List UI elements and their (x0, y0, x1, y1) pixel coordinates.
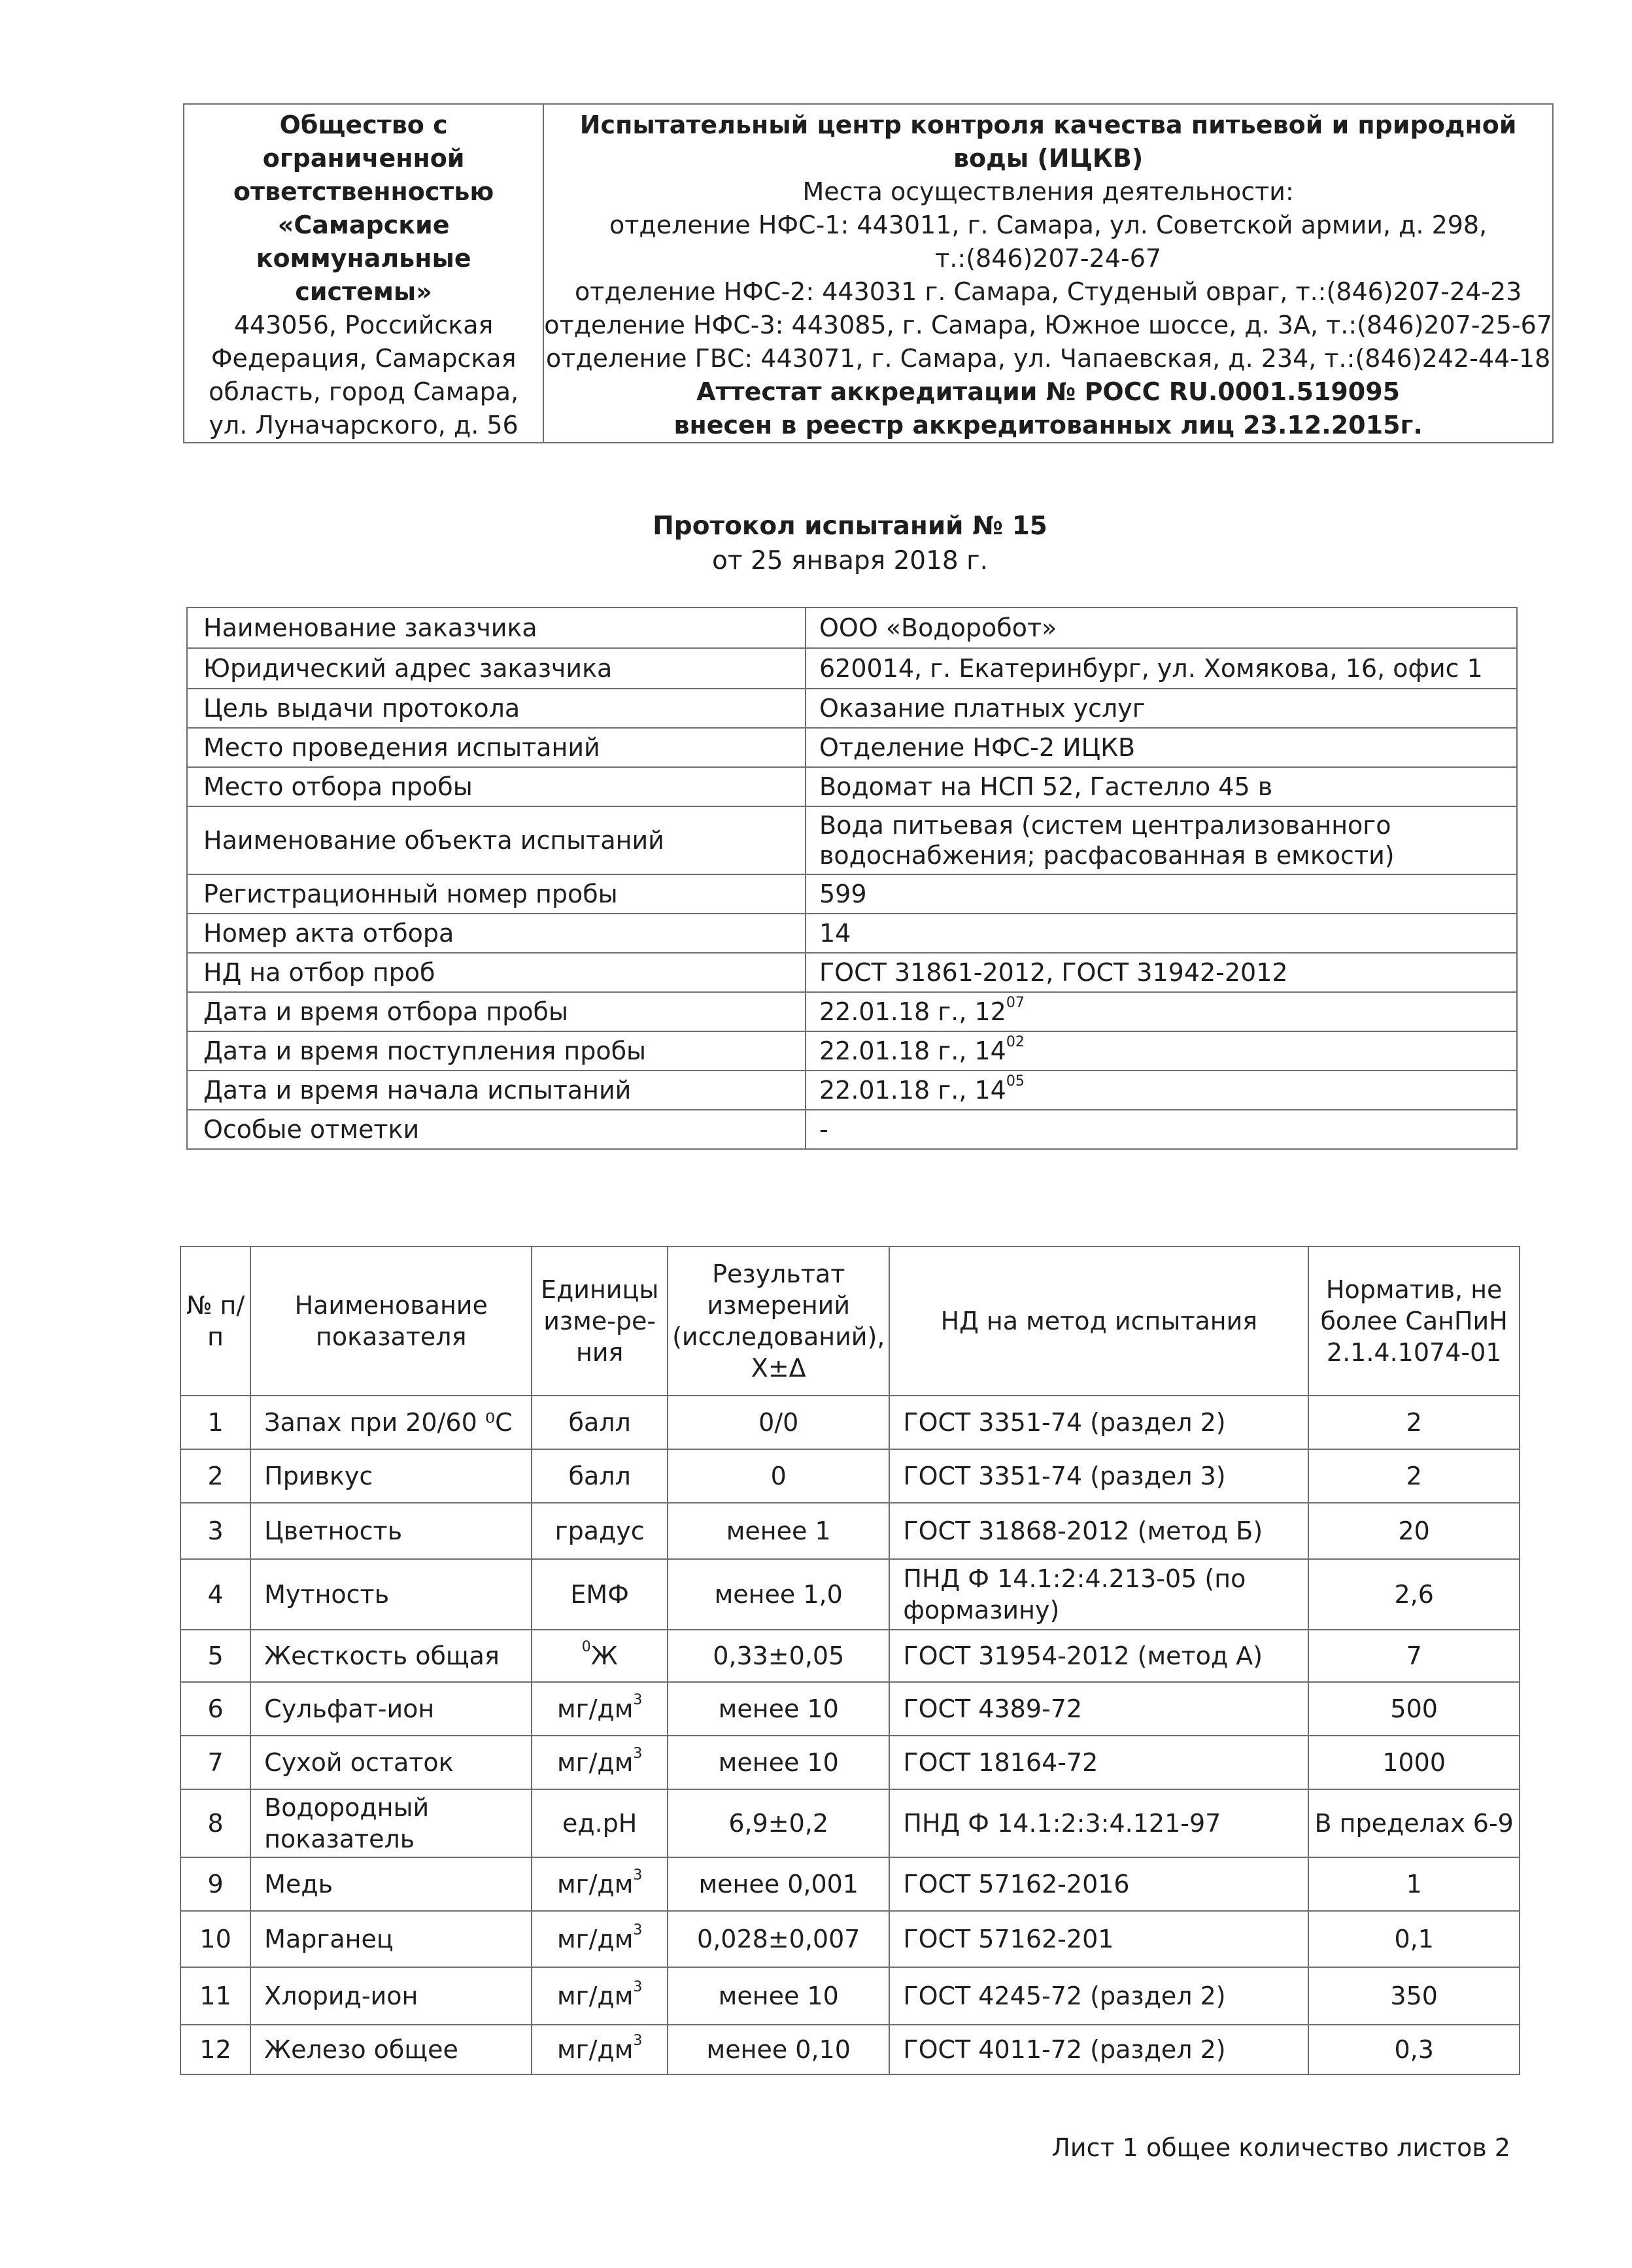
row-number: 8 (180, 1789, 250, 1857)
row-unit (532, 1682, 668, 1736)
row-unit (532, 1736, 668, 1789)
row-method: ГОСТ 3351-74 (раздел 3) (889, 1449, 1308, 1503)
row-method: ГОСТ 18164-72 (889, 1736, 1308, 1789)
row-norm: 1000 (1308, 1736, 1520, 1789)
unit-superscript: 3 (633, 1979, 643, 1996)
places-label: Места осуществления деятельности: (802, 177, 1294, 206)
sample-info-table (186, 607, 1518, 1150)
row-parameter: Мутность (250, 1559, 532, 1630)
row-norm: В пределах 6-9 (1308, 1789, 1520, 1857)
row-method: ГОСТ 3351-74 (раздел 2) (889, 1396, 1308, 1449)
info-row (187, 1110, 1517, 1149)
row-unit (532, 1857, 668, 1911)
info-value: Вода питьевая (систем централизованного водоснабжения; расфасованная в емкости) (806, 806, 1517, 874)
row-norm: 2,6 (1308, 1559, 1520, 1630)
row-unit: градус (532, 1503, 668, 1559)
unit-text: Ж (590, 1641, 618, 1670)
results-header-row (180, 1246, 1520, 1396)
row-number: 12 (180, 2025, 250, 2074)
table-row (180, 1736, 1520, 1789)
row-method: ПНД Ф 14.1:2:3:4.121-97 (889, 1789, 1308, 1857)
row-result: менее 0,001 (668, 1857, 889, 1911)
info-value: Отделение НФС-2 ИЦКВ (806, 728, 1517, 767)
branch-line: отделение НФС-2: 443031 г. Самара, Студеный овраг, т.:(846)207-24-23 (574, 277, 1522, 306)
info-row (187, 953, 1517, 992)
row-method: ГОСТ 4389-72 (889, 1682, 1308, 1736)
info-value (806, 1071, 1517, 1110)
row-method: ГОСТ 31868-2012 (метод Б) (889, 1503, 1308, 1559)
info-row (187, 689, 1517, 728)
info-value (806, 1031, 1517, 1071)
unit-text: мг/дм (556, 1748, 634, 1777)
info-row (187, 1071, 1517, 1110)
center-title: воды (ИЦКВ) (953, 144, 1144, 173)
row-result: менее 1,0 (668, 1559, 889, 1630)
row-parameter: Марганец (250, 1911, 532, 1967)
info-key: Номер акта отбора (187, 914, 806, 953)
row-parameter: Хлорид-ион (250, 1967, 532, 2025)
row-number: 6 (180, 1682, 250, 1736)
unit-superscript: 3 (633, 1692, 643, 1709)
info-key: Место проведения испытаний (187, 728, 806, 767)
row-result: 0/0 (668, 1396, 889, 1449)
unit-text: мг/дм (556, 2035, 634, 2064)
info-row (187, 914, 1517, 953)
row-result: менее 10 (668, 1967, 889, 2025)
org-line: ограниченной (262, 144, 465, 173)
row-parameter: Запах при 20/60 ⁰С (250, 1396, 532, 1449)
header-method: НД на метод испытания (889, 1246, 1308, 1396)
row-norm: 350 (1308, 1967, 1520, 2025)
row-norm: 7 (1308, 1630, 1520, 1682)
row-unit: балл (532, 1449, 668, 1503)
unit-text: мг/дм (556, 1870, 634, 1899)
row-unit (532, 2025, 668, 2074)
row-result: 6,9±0,2 (668, 1789, 889, 1857)
info-row (187, 874, 1517, 914)
row-unit (532, 1911, 668, 1967)
info-key: Юридический адрес заказчика (187, 648, 806, 689)
unit-text: мг/дм (556, 1694, 634, 1723)
info-key: Наименование заказчика (187, 608, 806, 648)
info-key: Дата и время поступления пробы (187, 1031, 806, 1071)
org-line: коммунальные (256, 244, 471, 273)
info-row (187, 992, 1517, 1031)
row-norm: 20 (1308, 1503, 1520, 1559)
unit-superscript: 0 (581, 1639, 591, 1656)
info-key: Дата и время отбора пробы (187, 992, 806, 1031)
branch-line: отделение НФС-3: 443085, г. Самара, Южное шоссе, д. 3А, т.:(846)207-25-67 (544, 311, 1552, 339)
row-result: менее 10 (668, 1736, 889, 1789)
org-line: Общество с (279, 111, 448, 139)
row-number: 10 (180, 1911, 250, 1967)
row-result: менее 10 (668, 1682, 889, 1736)
info-value: ГОСТ 31861-2012, ГОСТ 31942-2012 (806, 953, 1517, 992)
info-value: 599 (806, 874, 1517, 914)
accreditation-line: Аттестат аккредитации № РОСС RU.0001.519095 (696, 377, 1401, 406)
org-line: 443056, Российская (233, 311, 494, 339)
unit-text: мг/дм (556, 1982, 634, 2010)
org-line: область, город Самара, (209, 377, 519, 406)
row-norm: 500 (1308, 1682, 1520, 1736)
info-row (187, 806, 1517, 874)
row-method: ГОСТ 57162-2016 (889, 1857, 1308, 1911)
info-key: Регистрационный номер пробы (187, 874, 806, 914)
header-table (183, 103, 1554, 443)
row-result: менее 1 (668, 1503, 889, 1559)
table-row (180, 1559, 1520, 1630)
row-norm: 1 (1308, 1857, 1520, 1911)
page-footer: Лист 1 общее количество листов 2 (1051, 2133, 1510, 2162)
table-row (180, 1503, 1520, 1559)
row-method: ГОСТ 4011-72 (раздел 2) (889, 2025, 1308, 2074)
unit-superscript: 3 (633, 1922, 643, 1939)
header-result: Результат измерений (исследований), Х±Δ (668, 1246, 889, 1396)
row-number: 4 (180, 1559, 250, 1630)
row-parameter: Водородный показатель (250, 1789, 532, 1857)
row-parameter: Железо общее (250, 2025, 532, 2074)
row-method: ГОСТ 4245-72 (раздел 2) (889, 1967, 1308, 2025)
time-minutes: 05 (1006, 1073, 1025, 1090)
info-value-text: 22.01.18 г., 14 (819, 1076, 1006, 1105)
info-key: Место отбора пробы (187, 767, 806, 806)
row-unit (532, 1630, 668, 1682)
info-row (187, 767, 1517, 806)
row-result: 0,028±0,007 (668, 1911, 889, 1967)
header-num: № п/п (180, 1246, 250, 1396)
info-value: 620014, г. Екатеринбург, ул. Хомякова, 16, офис 1 (806, 648, 1517, 689)
org-line: системы» (295, 277, 432, 306)
row-unit: ЕМФ (532, 1559, 668, 1630)
row-norm: 2 (1308, 1396, 1520, 1449)
row-unit (532, 1967, 668, 2025)
registry-line: внесен в реестр аккредитованных лиц 23.12.2015г. (673, 411, 1423, 439)
info-key: Дата и время начала испытаний (187, 1071, 806, 1110)
row-parameter: Привкус (250, 1449, 532, 1503)
table-row (180, 1911, 1520, 1967)
row-number: 2 (180, 1449, 250, 1503)
header-unit: Единицы изме-ре-ния (532, 1246, 668, 1396)
table-row (180, 1449, 1520, 1503)
info-value (806, 992, 1517, 1031)
info-value: Водомат на НСП 52, Гастелло 45 в (806, 767, 1517, 806)
info-value: Оказание платных услуг (806, 689, 1517, 728)
row-number: 9 (180, 1857, 250, 1911)
org-line: «Самарские (277, 211, 450, 239)
row-parameter: Сухой остаток (250, 1736, 532, 1789)
center-title: Испытательный центр контроля качества питьевой и природной (579, 111, 1517, 139)
row-parameter: Сульфат-ион (250, 1682, 532, 1736)
row-parameter: Жесткость общая (250, 1630, 532, 1682)
row-result: 0 (668, 1449, 889, 1503)
row-number: 7 (180, 1736, 250, 1789)
protocol-title: Протокол испытаний № 15 (653, 511, 1047, 541)
table-row (180, 1967, 1520, 2025)
row-method: ПНД Ф 14.1:2:4.213-05 (по формазину) (889, 1559, 1308, 1630)
table-row (180, 1789, 1520, 1857)
row-number: 5 (180, 1630, 250, 1682)
row-norm: 0,3 (1308, 2025, 1520, 2074)
protocol-title-block (0, 509, 1632, 578)
row-parameter: Медь (250, 1857, 532, 1911)
table-row (180, 1682, 1520, 1736)
info-key: Особые отметки (187, 1110, 806, 1149)
branch-line: отделение НФС-1: 443011, г. Самара, ул. Советской армии, д. 298, (609, 211, 1488, 239)
organization-cell (184, 104, 543, 443)
table-row (180, 1857, 1520, 1911)
row-result: 0,33±0,05 (668, 1630, 889, 1682)
time-minutes: 02 (1006, 1034, 1025, 1051)
info-key: Цель выдачи протокола (187, 689, 806, 728)
branch-line: т.:(846)207-24-67 (935, 244, 1162, 273)
info-value: 14 (806, 914, 1517, 953)
info-value: - (806, 1110, 1517, 1149)
header-norm: Норматив, не более СанПиН 2.1.4.1074-01 (1308, 1246, 1520, 1396)
info-value-text: 22.01.18 г., 14 (819, 1037, 1006, 1065)
org-line: ул. Луначарского, д. 56 (209, 411, 518, 439)
row-unit: балл (532, 1396, 668, 1449)
info-key: НД на отбор проб (187, 953, 806, 992)
protocol-date: от 25 января 2018 г. (712, 546, 988, 576)
table-row (180, 2025, 1520, 2074)
info-row (187, 648, 1517, 689)
unit-text: мг/дм (556, 1925, 634, 1953)
info-row (187, 1031, 1517, 1071)
row-number: 11 (180, 1967, 250, 2025)
row-result: менее 0,10 (668, 2025, 889, 2074)
row-parameter: Цветность (250, 1503, 532, 1559)
branch-line: отделение ГВС: 443071, г. Самара, ул. Чапаевская, д. 234, т.:(846)242-44-18 (545, 344, 1551, 373)
table-row (180, 1396, 1520, 1449)
time-minutes: 07 (1006, 995, 1025, 1012)
row-method: ГОСТ 57162-201 (889, 1911, 1308, 1967)
results-table (180, 1246, 1520, 2075)
row-number: 1 (180, 1396, 250, 1449)
row-norm: 2 (1308, 1449, 1520, 1503)
row-norm: 0,1 (1308, 1911, 1520, 1967)
info-value: ООО «Водоробот» (806, 608, 1517, 648)
table-row (180, 1630, 1520, 1682)
row-number: 3 (180, 1503, 250, 1559)
header-name: Наименование показателя (250, 1246, 532, 1396)
info-row (187, 728, 1517, 767)
org-line: Федерация, Самарская (211, 344, 517, 373)
unit-superscript: 3 (633, 1867, 643, 1884)
info-key: Наименование объекта испытаний (187, 806, 806, 874)
info-row (187, 608, 1517, 648)
row-method: ГОСТ 31954-2012 (метод А) (889, 1630, 1308, 1682)
org-line: ответственностью (233, 177, 494, 206)
unit-superscript: 3 (633, 2033, 643, 2050)
test-center-cell (543, 104, 1553, 443)
row-unit: ед.рН (532, 1789, 668, 1857)
unit-superscript: 3 (633, 1745, 643, 1762)
info-value-text: 22.01.18 г., 12 (819, 997, 1006, 1026)
